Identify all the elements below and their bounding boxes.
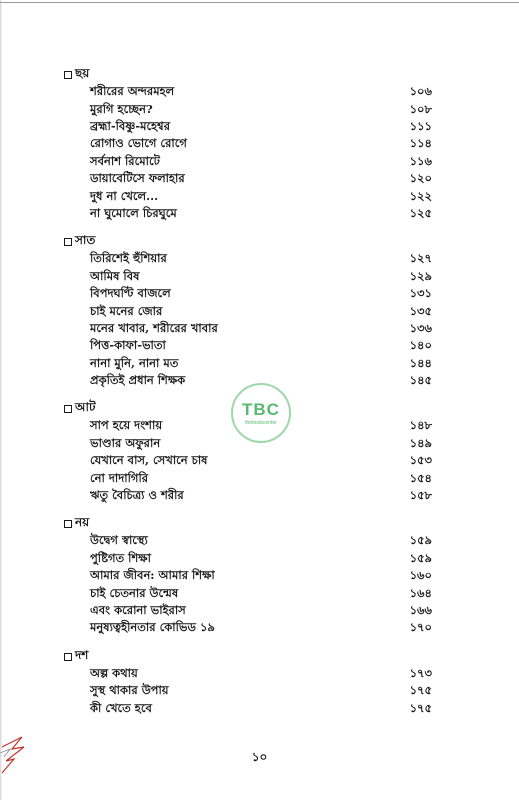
toc-entry[interactable]	[64, 683, 432, 700]
toc-entry[interactable]	[64, 119, 432, 136]
toc-entry[interactable]	[64, 551, 432, 568]
checkbox-icon	[64, 520, 72, 528]
toc-entry[interactable]	[64, 251, 432, 268]
watermark-text: TBC	[242, 400, 280, 419]
section-6	[64, 66, 432, 223]
entry-page: ১১১	[409, 118, 432, 133]
entry-page: ১৫৮	[409, 488, 432, 503]
entry-page: ১৫৪	[409, 470, 432, 485]
entry-title: দুধ না খেলে...	[90, 188, 159, 203]
section-9	[64, 515, 432, 637]
section-heading	[64, 648, 432, 666]
entry-page: ১৪৪	[409, 355, 432, 370]
entry-page: ১০৮	[409, 101, 432, 116]
section-heading	[64, 233, 432, 251]
entry-title: না ঘুমোলে চিরঘুমে	[90, 205, 177, 220]
toc-entry[interactable]	[64, 620, 432, 637]
section-10	[64, 648, 432, 718]
entry-title: মনুষ্যত্বহীনতার কোভিড ১৯	[90, 620, 215, 635]
entry-page: ১৭৩	[409, 665, 432, 680]
page-edge	[0, 0, 2, 800]
entry-title: নো দাদাগিরি	[90, 470, 149, 485]
toc-entry[interactable]	[64, 206, 432, 223]
checkbox-icon	[64, 71, 72, 79]
entry-title: বিপদঘণ্টি বাজলে	[90, 286, 171, 301]
entry-page: ১৬৪	[409, 585, 432, 600]
section-heading	[64, 66, 432, 84]
page-number: ১০	[251, 750, 268, 764]
entry-title: অল্প কথায়	[90, 665, 138, 680]
entry-title: রোগাও ভোগে রোগে	[90, 136, 187, 151]
entry-title: যেখানে বাস, সেখানে চাষ	[90, 453, 208, 468]
entry-title: পিত্ত-কাফা-ভাতা	[90, 338, 166, 353]
checkbox-icon	[64, 405, 72, 413]
entry-title: উদ্বেগ স্বাস্থ্যে	[90, 533, 148, 548]
toc-entry[interactable]	[64, 585, 432, 602]
entry-page: ১২০	[409, 171, 432, 186]
entry-page: ১০৬	[409, 84, 432, 99]
toc-entry[interactable]	[64, 603, 432, 620]
toc-entry[interactable]	[64, 488, 432, 505]
entry-title: শরীরের অন্দরমহল	[90, 84, 175, 99]
entry-page: ১৪৮	[409, 418, 432, 433]
entry-page: ১৪৫	[409, 373, 432, 388]
entry-title: ব্রহ্মা-বিষ্ণু-মহেশ্বর	[90, 118, 171, 133]
entry-title: পুষ্টিগত শিক্ষা	[90, 550, 151, 565]
toc-entry[interactable]	[64, 101, 432, 118]
toc-entry[interactable]	[64, 453, 432, 470]
entry-page: ১৫৯	[409, 550, 432, 565]
entry-title: কী খেতে হবে	[90, 700, 152, 715]
entry-title: সুস্থ থাকার উপায়	[90, 683, 169, 698]
entry-title: সাপ হয়ে দংশায়	[90, 418, 163, 433]
entry-page: ১৭৫	[409, 683, 432, 698]
entry-title: নানা মুনি, নানা মত	[90, 355, 179, 370]
toc-entry[interactable]	[64, 188, 432, 205]
section-7	[64, 233, 432, 390]
toc-entry[interactable]	[64, 303, 432, 320]
toc-entry[interactable]	[64, 338, 432, 355]
section-heading-label: আট	[75, 400, 96, 415]
toc-entry[interactable]	[64, 700, 432, 717]
entry-page: ১২৫	[409, 205, 432, 220]
checkbox-icon	[64, 653, 72, 661]
entry-title: ভাণ্ডার অফুরান	[90, 435, 161, 450]
toc-entry[interactable]	[64, 286, 432, 303]
entry-title: মুরগি হচ্ছেন?	[90, 101, 153, 116]
entry-title: আমিষ বিষ	[90, 268, 140, 283]
entry-page: ১২২	[409, 188, 432, 203]
watermark-logo	[231, 383, 291, 443]
entry-title: সর্বনাশ রিমোটে	[90, 153, 160, 168]
toc-entry[interactable]	[64, 568, 432, 585]
entry-title: ডায়াবেটিসে ফলাহার	[90, 171, 185, 186]
entry-page: ১৫৯	[409, 533, 432, 548]
entry-page: ১১৪	[409, 136, 432, 151]
entry-title: মনের খাবার, শরীরের খাবার	[90, 320, 218, 335]
toc-entry[interactable]	[64, 470, 432, 487]
entry-page: ১৩৫	[409, 303, 432, 318]
entry-title: আমার জীবন: আমার শিক্ষা	[90, 568, 215, 583]
entry-page: ১১৬	[409, 153, 432, 168]
entry-title: এবং করোনা ভাইরাস	[90, 602, 186, 617]
toc-entry[interactable]	[64, 321, 432, 338]
entry-page: ১২৭	[409, 251, 432, 266]
section-heading-label: সাত	[75, 233, 96, 248]
toc-entry[interactable]	[64, 136, 432, 153]
toc-entry[interactable]	[64, 666, 432, 683]
entry-title: চাই মনের জোর	[90, 303, 163, 318]
entry-title: চাই চেতনার উন্মেষ	[90, 585, 179, 600]
entry-page: ১৩১	[409, 286, 432, 301]
entry-title: ঋতু বৈচিত্র্য ও শরীর	[90, 488, 184, 503]
entry-page: ১৬৬	[409, 602, 432, 617]
entry-page: ১৬০	[409, 568, 432, 583]
entry-page: ১৫৩	[409, 453, 432, 468]
section-heading	[64, 515, 432, 533]
section-heading-label: ছয়	[75, 66, 90, 80]
toc-entry[interactable]	[64, 171, 432, 188]
toc-entry[interactable]	[64, 154, 432, 171]
section-heading-label: নয়	[75, 515, 90, 530]
toc-entry[interactable]	[64, 84, 432, 101]
toc-entry[interactable]	[64, 533, 432, 550]
top-rule	[0, 2, 519, 3]
entry-page: ১৩৬	[409, 320, 432, 335]
entry-page: ১৭৫	[409, 700, 432, 715]
entry-page: ১৭০	[409, 620, 432, 635]
checkbox-icon	[64, 238, 72, 246]
toc-entry[interactable]	[64, 269, 432, 286]
entry-title: তিরিশেই হুঁশিয়ার	[90, 251, 167, 266]
entry-title: প্রকৃতিই প্রধান শিক্ষক	[90, 373, 186, 388]
watermark-subtext: thebookcenter	[245, 420, 277, 426]
toc-entry[interactable]	[64, 355, 432, 372]
section-heading-label: দশ	[75, 647, 89, 662]
entry-page: ১৪৯	[409, 435, 432, 450]
entry-page: ১২৯	[409, 268, 432, 283]
entry-page: ১৪০	[409, 338, 432, 353]
